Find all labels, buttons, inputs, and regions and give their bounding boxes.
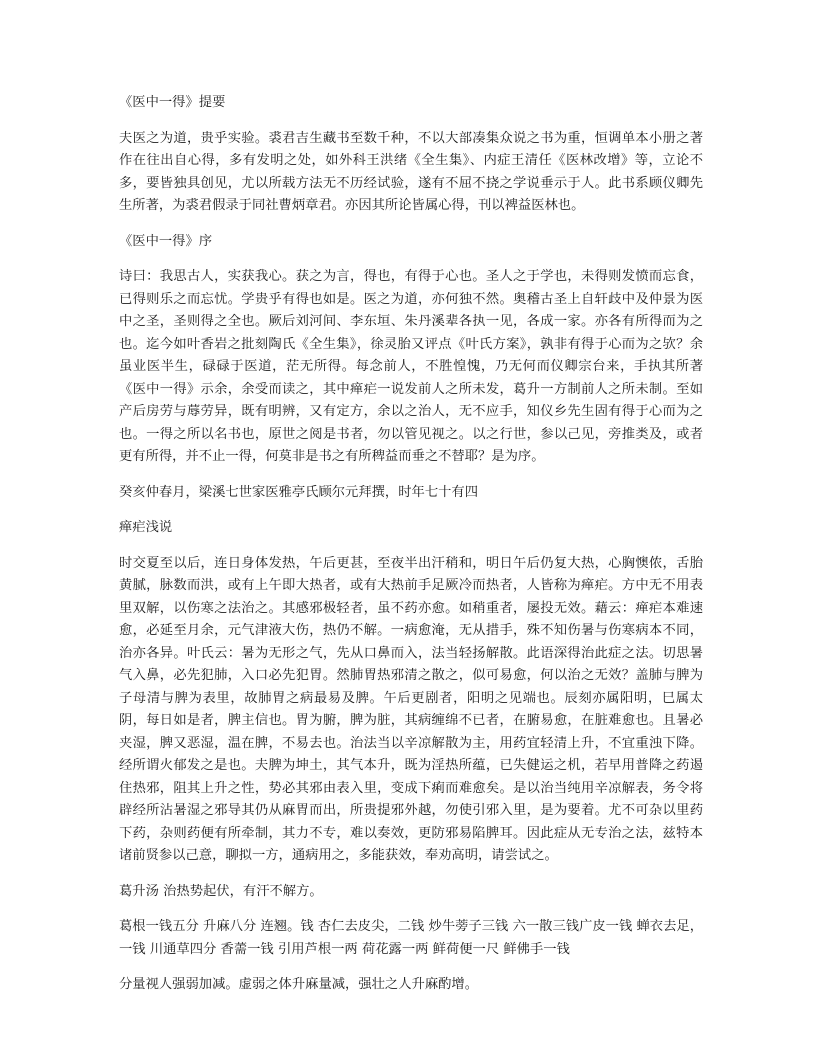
preface-title: 《医中一得》序: [119, 233, 213, 249]
tiyao-title: 《医中一得》提要: [119, 95, 226, 110]
preface-signature: 癸亥仲春月，梁溪七世家医雅亭氏顾尔元拜撰，时年七十有四: [119, 484, 479, 500]
preface-paragraph: 诗曰：我思古人，实获我心。获之为言，得也，有得于心也。圣人之于学也，未得则发愤而忘食，已得则乐之而忘忧。学贵乎有得也如是。医之为道，亦何独不然。奥稽古圣上自轩歧中及仲景为医中之圣，圣则得之全也。厥后刘河间、李东垣、朱丹溪辈各执一见，各成一家。亦各有所得而为之也。迄今如叶香岩之批刻陶氏《全生集》，徐灵胎又评点《叶氏方案》，孰非有得于心而为之欤？余虽业医半生，碌碌于医道，茫无所得。每念前人，不胜惶愧，乃无何而仪卿宗台来，手执其所著《医中一得》示余，余受而读之，其中瘅疟一说发前人之所未发，葛升一方制前人之所未制。至如产后房劳与蓐劳异，既有明辨，又有定方，余以之治人，无不应手，知仪乡先生固有得于心而为之也。一得之所以名书也，原世之阅是书者，勿以管见视之。以之行世，参以己见，旁推类及，或者更有所得，并不止一得，何莫非是书之有所稗益而垂之不替耶？是为序。: [119, 269, 703, 464]
document-page: [119, 92, 703, 1010]
ingredients-paragraph: 葛根一钱五分 升麻八分 连翘。钱 杏仁去皮尖，二钱 炒牛蒡子三钱 六一散三钱广皮一钱 蝉衣去足，一钱 川通草四分 香薷一钱 引用芦根一两 荷花露一两 鲜荷便一尺 鲜佛手一钱: [119, 919, 703, 957]
section-title: 瘅疟浅说: [119, 520, 173, 535]
section-paragraph: 时交夏至以后，连日身体发热，午后更甚，至夜半出汗稍和，明日午后仍复大热，心胸懊侬，舌胎黄腻，脉数而洪，或有上午即大热者，或有大热前手足厥冷而热者，人皆称为瘅疟。方中无不用表里双解，以伤寒之法治之。其感邪极轻者，虽不药亦愈。如稍重者，屡投无效。藉云：瘅疟本难速愈，必延至月余，元气津液大伤，热仍不解。一病愈淹，无从措手，殊不知伤暑与伤寒病本不同，治亦各异。叶氏云：暑为无形之气，先从口鼻而入，法当轻扬解散。此语深得治此症之法。切思暑气入鼻，必先犯肺，入口必先犯胃。然肺胃热邪清之散之，似可易愈，何以治之无效？盖肺与脾为子母清与脾为表里，故肺胃之病最易及脾。午后更剧者，阳明之见端也。辰刻亦属阳明，巳属太阴，每日如是者，脾主信也。胃为腑，脾为脏，其病缠绵不已者，在腑易愈，在脏难愈也。且暑必夹湿，脾又恶湿，温在脾，不易去也。治法当以辛凉解散为主，用药宜轻清上升，不宜重浊下降。经所谓火郁发之是也。夫脾为坤土，其气本升，既为淫热所蕴，已失健运之机，若早用普降之药遏住热邪，阻其上升之性，势必其邪由表入里，变成下痢而难愈矣。是以治当纯用辛凉解表，务令将辟经所沾暑湿之邪导其仍从麻胃而出，所贵提邪外越，勿使引邪入里，是为要着。尤不可杂以里药下药，杂则药便有所牵制，其力不专，难以奏效，更防邪易陷脾耳。因此症从无专治之法，兹特本诸前贤参以己意，聊拟一方，通病用之，多能获效，奉劝高明，请尝试之。: [119, 555, 703, 863]
formula-name-line: 葛升汤 治热势起伏，有汗不解方。: [119, 883, 323, 899]
tiyao-paragraph: 夫医之为道，贵乎实验。裘君吉生藏书至数千种，不以大部凑集众说之书为重，恒调单本小册之著作在往出自心得，多有发明之处，如外科王洪绪《全生集》、内症王清任《医林改增》等，立论不多，要皆独具创见，尤以所载方法无不历经试验，遂有不屈不挠之学说垂示于人。此书系顾仪卿先生所著，为裘君假录于同社曹炳章君。亦因其所论皆属心得，刊以裨益医林也。: [119, 130, 703, 213]
dosage-note: 分量视人强弱加减。虚弱之体升麻量减，强壮之人升麻酌增。: [119, 977, 479, 992]
